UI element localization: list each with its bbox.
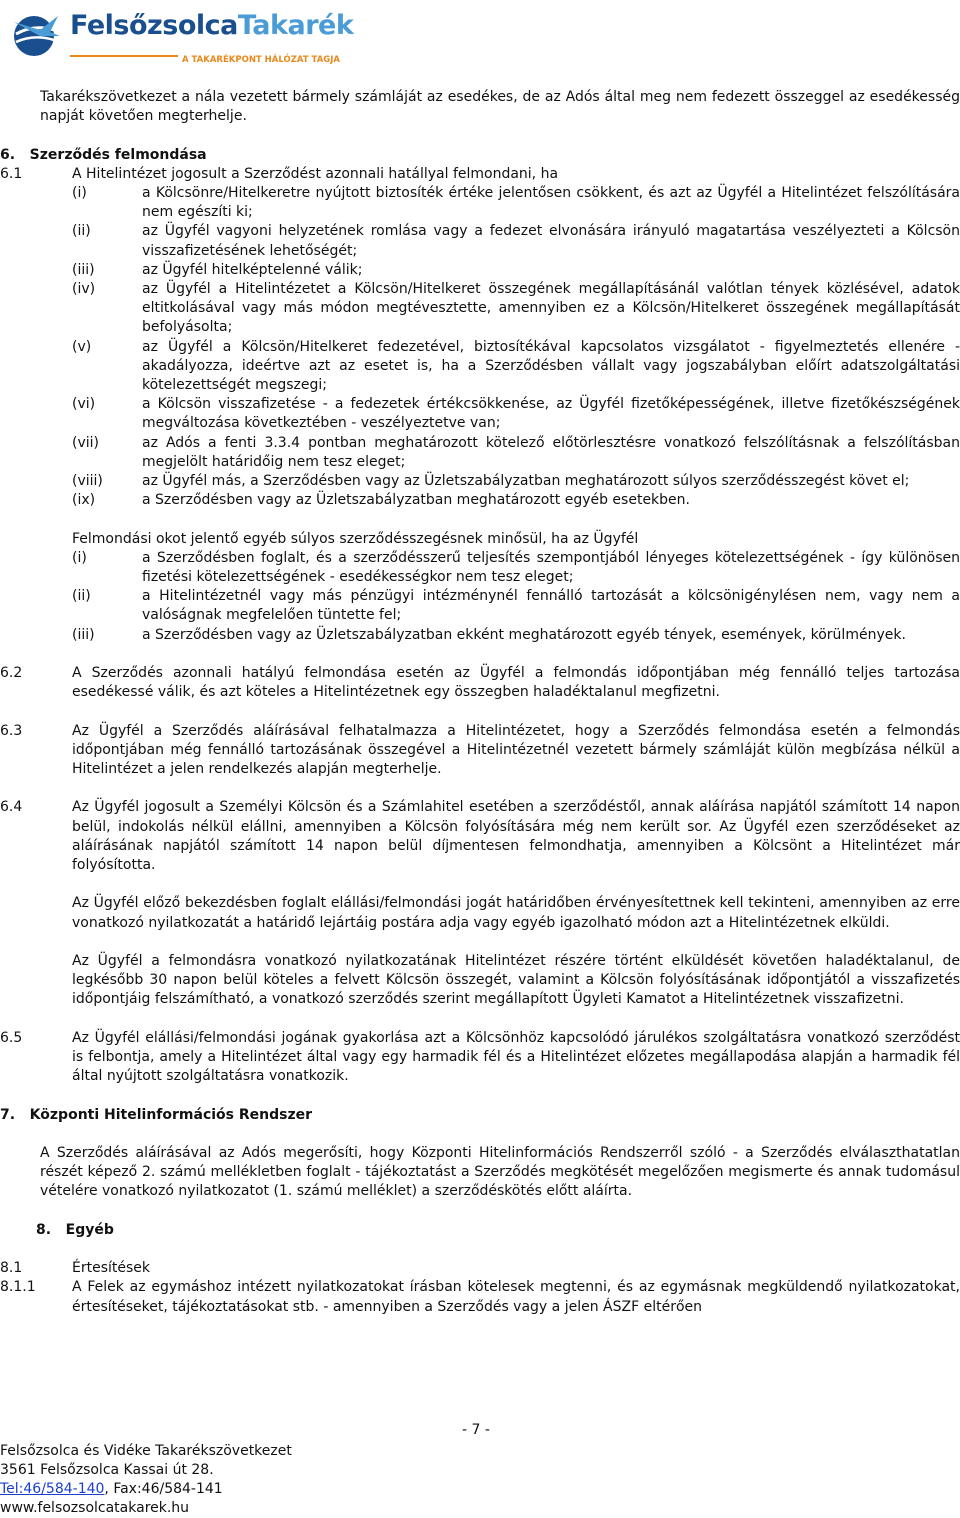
section-6-heading: 6. Szerződés felmondása <box>0 146 207 163</box>
termination-ground-item <box>0 222 960 260</box>
serious-breach-item <box>0 549 960 587</box>
item-number: (iii) <box>72 261 95 278</box>
item-number: (iv) <box>72 281 96 298</box>
clause-number: 6.5 <box>0 1029 23 1046</box>
clause-number: 6.3 <box>0 722 23 739</box>
section-8-heading: 8. Egyéb <box>36 1221 114 1238</box>
clause-text: A Szerződés azonnali hatályú felmondása esetén az Ügyfél a felmondás időpontjában még fennálló teljes tartozása esedékessé válik, és azt köteles a Hitelintézetnek egy összegben haladéktalanul megfizetni. <box>72 665 960 701</box>
termination-ground-item <box>0 184 960 222</box>
clause-number: 6.2 <box>0 665 23 682</box>
document-body <box>0 88 960 1317</box>
item-number: (vi) <box>72 396 96 413</box>
item-text: az Ügyfél a Kölcsön/Hitelkeret fedezetével, biztosítékával kapcsolatos vizsgálatot - figyelmeztetés ellenére - akadályozza, ideértve azt az esetet is, ha a Szerződésben vállalt vagy jogszabályban előírt adatszolgáltatási kötelezettségét megszegi; <box>142 338 960 394</box>
footer-address: 3561 Felsőzsolca Kassai út 28. <box>0 1462 214 1478</box>
serious-breach-item <box>0 626 960 645</box>
item-text: az Ügyfél a Hitelintézetet a Kölcsön/Hitelkeret összegének megállapításánál valótlan tények közlésével, adatok eltitkolásával vagy más módon megtévesztette, amennyiben ez a Kölcsön/Hitelkeret összegének megállapítását befolyásolta; <box>142 281 960 336</box>
item-text: az Ügyfél más, a Szerződésben vagy az Üzletszabályzatban meghatározott súlyos szerződésszegést követ el; <box>142 473 910 490</box>
logo-name-part2: Takarék <box>237 10 354 41</box>
footer-website: www.felsozsolcatakarek.hu <box>0 1500 190 1516</box>
item-number: (i) <box>72 549 87 566</box>
item-number: (ix) <box>72 492 96 509</box>
item-text: a Hitelintézetnél vagy más pénzügyi intézménynél fennálló tartozását a kölcsönigénylésen nem, vagy nem a valóságnak megfelelően tüntette fel; <box>142 588 960 624</box>
clause-6-1 <box>0 165 960 184</box>
clause-number: 6.4 <box>0 799 23 816</box>
termination-ground-item <box>0 472 960 491</box>
clause-number: 8.1.1 <box>0 1279 36 1296</box>
logo-name-part1: Felsőzsolca <box>70 10 238 41</box>
item-text: az Ügyfél vagyoni helyzetének romlása vagy a fedezet elvonására irányuló magatartása veszélyezteti a Kölcsön visszafizetésének lehetőségét; <box>142 223 960 259</box>
item-text: a Kölcsön visszafizetése - a fedezetek értékcsökkenése, az Ügyfél fizetőképességének, illetve fizetőkészségének megváltozása következtében - veszélyeztetve van; <box>142 396 960 432</box>
logo-tagline: A TAKARÉKPONT HÁLÓZAT TAGJA <box>182 55 340 65</box>
clause-6-4 <box>0 798 960 875</box>
logo-underline <box>70 55 178 57</box>
item-number: (v) <box>72 338 92 355</box>
item-number: (viii) <box>72 473 103 490</box>
clause-6-4-paragraph-2: Az Ügyfél előző bekezdésben foglalt elállási/felmondási jogát határidőben érvényesítettnek kell tekinteni, amennyiben az erre vonatkozó nyilatkozatát a határidő lejártáig postára adja vagy egyéb igazolható módon azt a Hitelintézetnek elküldi. <box>72 895 960 931</box>
item-text: a Kölcsönre/Hitelkeretre nyújtott biztosíték értéke jelentősen csökkent, és azt az Ügyfél a Hitelintézet felszólítására nem egészíti ki; <box>142 185 960 221</box>
page-number: - 7 - <box>462 1422 490 1438</box>
item-text: a Szerződésben foglalt, és a szerződésszerű teljesítés szempontjából lényeges kötelezettségének - így különösen fizetési kötelezettségének - esedékességkor nem tesz eleget; <box>142 549 960 586</box>
clause-number: 8.1 <box>0 1260 23 1277</box>
termination-ground-item <box>0 491 960 510</box>
termination-ground-item <box>0 261 960 280</box>
termination-ground-item <box>0 395 960 433</box>
termination-ground-item <box>0 338 960 396</box>
clause-text: A Felek az egymáshoz intézett nyilatkozatokat írásban kötelesek megtenni, és az egymásnak megküldendő nyilatkozatokat, értesítéseket, tájékoztatásokat stb. - amennyiben a Szerződés vagy a jelen ÁSZF eltérően <box>72 1279 960 1315</box>
phone-link[interactable]: Tel:46/584-140 <box>0 1481 105 1497</box>
item-number: (ii) <box>72 588 91 605</box>
item-text: a Szerződésben vagy az Üzletszabályzatban meghatározott egyéb esetekben. <box>142 492 690 509</box>
item-number: (iii) <box>72 626 95 643</box>
item-text: a Szerződésben vagy az Üzletszabályzatban ekként meghatározott egyéb tények, események, körülmények. <box>142 626 906 643</box>
section-7-text: A Szerződés aláírásával az Adós megerősíti, hogy Központi Hitelinformációs Rendszerről szóló - a Szerződés elválaszthatatlan részét képező 2. számú mellékletben foglalt - tájékoztatást a Szerződés megkötését megelőzően megismerte és annak tudomásul vételére vonatkozó nyilatkozatot (1. számú melléklet) a szerződéskötés előtt aláírta. <box>40 1145 960 1200</box>
item-number: (i) <box>72 185 87 201</box>
item-text: az Adós a fenti 3.3.4 pontban meghatározott kötelező előtörlesztésre vonatkozó felszólításnak a felszólításban megjelölt határidőig nem tesz eleget; <box>142 434 960 470</box>
logo-wordmark <box>70 10 354 41</box>
clause-text: Értesítések <box>72 1260 151 1277</box>
footer-contact <box>0 1480 960 1499</box>
clause-6-4-paragraph-3: Az Ügyfél a felmondásra vonatkozó nyilatkozatának Hitelintézet részére történt elküldését követően haladéktalanul, de legkésőbb 30 napon belül köteles a felvett Kölcsön összegét, valamint a Kölcsön folyósításának időpontjától a visszafizetés időpontjáig felszámítható, a vonatkozó szerződés szerint megállapított Ügyleti Kamatot a Hitelintézetnek visszafizetni. <box>72 953 960 1008</box>
clause-text: Az Ügyfél a Szerződés aláírásával felhatalmazza a Hitelintézetet, hogy a Szerződés felmondása esetén a felmondás időpontjában még fennálló tartozásának összegével a Hitelintézetnél vezetett bármely számláját külön megbízása nélkül a Hitelintézet a jelen rendelkezés alapján megterhelje. <box>72 722 960 778</box>
termination-ground-item <box>0 434 960 472</box>
item-number: (ii) <box>72 223 91 240</box>
clause-6-5 <box>0 1029 960 1087</box>
clause-text: Az Ügyfél elállási/felmondási jogának gyakorlása azt a Kölcsönhöz kapcsolódó járulékos szolgáltatásra vonatkozó szerződést is felbontja, amely a Hitelintézet által vagy egy harmadik fél és a Hitelintézet előzetes megállapodása alapján a harmadik fél által nyújtott szolgáltatásra vonatkozik. <box>72 1029 960 1085</box>
intro-paragraph: Takarékszövetkezet a nála vezetett bármely számláját az esedékes, de az Adós által meg nem fedezett összeggel az esedékesség napját követően megterhelje. <box>40 89 960 125</box>
footer-company: Felsőzsolca és Vidéke Takarékszövetkezet <box>0 1443 292 1459</box>
clause-8-1 <box>0 1259 960 1278</box>
clause-text: Az Ügyfél jogosult a Személyi Kölcsön és a Számlahitel esetében a szerződéstől, annak aláírása napjától számított 14 napon belül, indokolás nélkül elállni, amennyiben a Kölcsön folyósítására még nem került sor. Az Ügyfél ezen szerződéseket az aláírásának napjától számított 14 napon belül díjmentesen felmondhatja, amennyiben a Kölcsönt a Hitelintézet már folyósította. <box>72 799 960 874</box>
item-number: (vii) <box>72 434 99 451</box>
clause-text: A Hitelintézet jogosult a Szerződést azonnali hatállyal felmondani, ha <box>72 165 559 182</box>
footer <box>0 1442 960 1518</box>
globe-plane-icon <box>10 10 62 60</box>
termination-ground-item <box>0 280 960 338</box>
section-7-heading: 7. Központi Hitelinformációs Rendszer <box>0 1106 313 1123</box>
item-text: az Ügyfél hitelképtelenné válik; <box>142 261 363 278</box>
clause-8-1-1 <box>0 1278 960 1316</box>
clause-number: 6.1 <box>0 165 23 182</box>
bank-logo <box>10 8 354 65</box>
serious-breach-intro: Felmondási okot jelentő egyéb súlyos szerződésszegésnek minősül, ha az Ügyfél <box>72 530 639 547</box>
serious-breach-item <box>0 587 960 625</box>
clause-6-2 <box>0 664 960 702</box>
fax-text: , Fax:46/584-141 <box>104 1481 223 1497</box>
clause-6-3 <box>0 722 960 780</box>
